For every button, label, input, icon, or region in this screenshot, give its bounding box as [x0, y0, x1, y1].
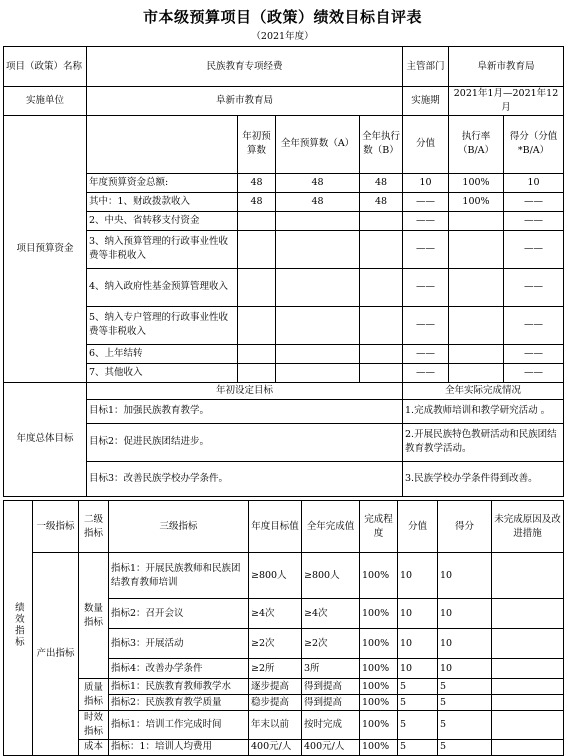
indicator-score-value: 5 — [398, 679, 438, 695]
indicator-degree: 100% — [360, 739, 398, 755]
budget-annual: 48 — [276, 192, 360, 211]
level2-label: 质量指标 — [79, 679, 109, 711]
indicator-target: 逐步提高 — [249, 679, 302, 695]
indicator-reason — [492, 599, 564, 629]
goals-actual-header: 全年实际完成情况 — [403, 382, 564, 399]
goal-row — [4, 399, 564, 423]
indicator-score-value: 5 — [398, 695, 438, 711]
indicator-name: 指标1：民族教育教师教学水 — [109, 679, 249, 695]
unit-label: 实施单位 — [4, 87, 87, 116]
indicator-target: ≥4次 — [249, 599, 302, 629]
indicator-actual: ≥2次 — [302, 629, 360, 659]
budget-annual — [276, 268, 360, 306]
header-level2: 二级指标 — [79, 501, 109, 553]
indicator-actual: ≥800人 — [302, 553, 360, 599]
indicator-actual: 400元/人 — [302, 739, 360, 755]
header-executed: 全年执行数（B） — [360, 115, 403, 173]
budget-row-label: 6、上年结转 — [87, 344, 238, 363]
budget-rate — [449, 230, 504, 268]
indicators-section-text: 绩效指标 — [12, 602, 24, 649]
indicator-score: 5 — [438, 711, 492, 740]
dept-label: 主管部门 — [403, 47, 449, 87]
form-year: （2021年度） — [251, 31, 314, 42]
indicator-degree: 100% — [360, 659, 398, 679]
goals-set-header: 年初设定目标 — [87, 382, 403, 399]
indicator-target: ≥2次 — [249, 629, 302, 659]
indicator-row — [4, 739, 564, 755]
header-target: 年度目标值 — [249, 501, 302, 553]
budget-annual — [276, 211, 360, 230]
indicator-target: ≥2所 — [249, 659, 302, 679]
budget-initial — [238, 211, 276, 230]
budget-score: —— — [504, 211, 564, 230]
budget-annual — [276, 230, 360, 268]
goal-set: 目标1：加强民族教育教学。 — [87, 399, 403, 423]
budget-row — [4, 211, 564, 230]
budget-score: —— — [504, 363, 564, 382]
goal-row — [4, 461, 564, 496]
indicator-name: 指标2：召开会议 — [109, 599, 249, 629]
budget-score-value: —— — [403, 211, 449, 230]
budget-initial — [238, 268, 276, 306]
dept-value: 阜新市教育局 — [449, 47, 564, 87]
budget-rate — [449, 344, 504, 363]
budget-executed — [360, 306, 403, 344]
indicator-row — [4, 679, 564, 695]
budget-rate: 100% — [449, 173, 504, 192]
header-score-value: 分值 — [403, 115, 449, 173]
indicator-score: 5 — [438, 679, 492, 695]
header-level3: 三级指标 — [109, 501, 249, 553]
form-title: 市本级预算项目（政策）绩效目标自评表 — [142, 8, 422, 26]
budget-rate — [449, 306, 504, 344]
indicator-score: 10 — [438, 629, 492, 659]
budget-executed: 48 — [360, 173, 403, 192]
indicator-reason — [492, 711, 564, 740]
budget-row — [4, 230, 564, 268]
indicator-score: 10 — [438, 553, 492, 599]
budget-section-label: 项目预算资金 — [4, 115, 87, 382]
indicator-actual: 得到提高 — [302, 695, 360, 711]
header-annual: 全年预算数（A） — [276, 115, 360, 173]
budget-score-value: 10 — [403, 173, 449, 192]
goal-actual: 1.完成教师培训和教学研究活动 。 — [403, 399, 564, 423]
budget-initial — [238, 306, 276, 344]
indicators-section-label — [4, 501, 33, 756]
header-degree: 完成程度 — [360, 501, 398, 553]
indicator-reason — [492, 659, 564, 679]
header-score: 得分 — [438, 501, 492, 553]
indicator-target: ≥800人 — [249, 553, 302, 599]
indicator-name: 指标：1：培训人均费用 — [109, 739, 249, 755]
budget-annual — [276, 344, 360, 363]
budget-initial — [238, 230, 276, 268]
budget-row-label: 2、中央、省转移支付资金 — [87, 211, 238, 230]
budget-score-value: —— — [403, 230, 449, 268]
project-name-value: 民族教育专项经费 — [87, 47, 403, 87]
budget-initial: 48 — [238, 192, 276, 211]
indicator-actual: 3所 — [302, 659, 360, 679]
budget-score: —— — [504, 230, 564, 268]
indicator-name: 指标2：民族教育教学质量 — [109, 695, 249, 711]
indicator-score: 10 — [438, 599, 492, 629]
indicator-target: 稳步提高 — [249, 695, 302, 711]
indicator-reason — [492, 679, 564, 695]
goals-header-row — [4, 382, 564, 399]
indicators-table — [3, 500, 564, 756]
budget-annual — [276, 306, 360, 344]
indicator-actual: 得到提高 — [302, 679, 360, 695]
indicator-score-value: 10 — [398, 629, 438, 659]
goal-set: 目标3：改善民族学校办学条件。 — [87, 461, 403, 496]
budget-row — [4, 306, 564, 344]
budget-goals-table — [3, 46, 564, 497]
indicator-reason — [492, 739, 564, 755]
indicator-name: 指标4：改善办学条件 — [109, 659, 249, 679]
header-score: 得分（分值*B/A） — [504, 115, 564, 173]
level2-label: 时效指标 — [79, 711, 109, 740]
budget-row — [4, 344, 564, 363]
project-name-row — [4, 47, 564, 87]
budget-initial: 48 — [238, 173, 276, 192]
indicator-row — [4, 711, 564, 740]
unit-value: 阜新市教育局 — [87, 87, 403, 116]
budget-row — [4, 268, 564, 306]
budget-score: 10 — [504, 173, 564, 192]
indicator-row — [4, 553, 564, 599]
indicator-degree: 100% — [360, 599, 398, 629]
indicator-score: 10 — [438, 659, 492, 679]
budget-executed — [360, 344, 403, 363]
level1-output: 产出指标 — [33, 553, 79, 756]
budget-rate — [449, 211, 504, 230]
indicator-score-value: 5 — [398, 711, 438, 740]
budget-row-label: 5、纳入专户管理的行政事业性收费等非税收入 — [87, 306, 238, 344]
period-label: 实施期 — [403, 87, 449, 116]
level2-label: 数量指标 — [79, 553, 109, 679]
budget-annual — [276, 363, 360, 382]
indicator-score-value: 10 — [398, 553, 438, 599]
budget-executed — [360, 230, 403, 268]
indicator-actual: ≥4次 — [302, 599, 360, 629]
budget-initial — [238, 363, 276, 382]
indicator-reason — [492, 629, 564, 659]
project-name-label: 项目（政策）名称 — [4, 47, 87, 87]
indicator-name: 指标3：开展活动 — [109, 629, 249, 659]
indicator-name: 指标1：培训工作完成时间 — [109, 711, 249, 740]
budget-row-label: 其中：1、财政拨款收入 — [87, 192, 238, 211]
budget-row — [4, 173, 564, 192]
header-rate: 执行率（B/A） — [449, 115, 504, 173]
indicator-reason — [492, 553, 564, 599]
header-initial: 年初预算数 — [238, 115, 276, 173]
goal-actual: 2.开展民族特色教研活动和民族团结教育教学活动。 — [403, 423, 564, 461]
header-score-value: 分值 — [398, 501, 438, 553]
budget-initial — [238, 344, 276, 363]
unit-row — [4, 87, 564, 116]
period-value: 2021年1月—2021年12月 — [449, 87, 564, 116]
budget-score: —— — [504, 192, 564, 211]
budget-rate — [449, 268, 504, 306]
indicator-score-value: 10 — [398, 659, 438, 679]
indicator-score-value: 10 — [398, 599, 438, 629]
budget-row-label: 3、纳入预算管理的行政事业性收费等非税收入 — [87, 230, 238, 268]
goals-section-label: 年度总体目标 — [4, 382, 87, 496]
budget-row-label: 7、其他收入 — [87, 363, 238, 382]
indicators-header-row — [4, 501, 564, 553]
indicator-degree: 100% — [360, 711, 398, 740]
budget-header-row — [4, 115, 564, 173]
indicator-target: 400元/人 — [249, 739, 302, 755]
indicator-actual: 按时完成 — [302, 711, 360, 740]
level2-label: 成本 — [79, 739, 109, 755]
indicator-degree: 100% — [360, 679, 398, 695]
budget-score-value: —— — [403, 268, 449, 306]
goal-set: 目标2：促进民族团结进步。 — [87, 423, 403, 461]
header-reason: 未完成原因及改进措施 — [492, 501, 564, 553]
budget-score-value: —— — [403, 192, 449, 211]
budget-annual: 48 — [276, 173, 360, 192]
goal-actual: 3.民族学校办学条件得到改善。 — [403, 461, 564, 496]
budget-executed: 48 — [360, 192, 403, 211]
budget-score-value: —— — [403, 363, 449, 382]
budget-score-value: —— — [403, 306, 449, 344]
budget-executed — [360, 268, 403, 306]
budget-header-blank — [87, 115, 238, 173]
indicator-score-value: 5 — [398, 739, 438, 755]
indicator-degree: 100% — [360, 695, 398, 711]
budget-row — [4, 363, 564, 382]
budget-row-label: 年度预算资金总额: — [87, 173, 238, 192]
indicator-target: 年末以前 — [249, 711, 302, 740]
indicator-degree: 100% — [360, 553, 398, 599]
budget-rate: 100% — [449, 192, 504, 211]
budget-row-label: 4、纳入政府性基金预算管理收入 — [87, 268, 238, 306]
budget-score: —— — [504, 268, 564, 306]
budget-rate — [449, 363, 504, 382]
indicator-name: 指标1：开展民族教师和民族团结教育教师培训 — [109, 553, 249, 599]
budget-score: —— — [504, 306, 564, 344]
budget-score-value: —— — [403, 344, 449, 363]
header-level1: 一级指标 — [33, 501, 79, 553]
goal-row — [4, 423, 564, 461]
indicator-reason — [492, 695, 564, 711]
indicator-degree: 100% — [360, 629, 398, 659]
budget-score: —— — [504, 344, 564, 363]
budget-executed — [360, 363, 403, 382]
indicator-score: 5 — [438, 695, 492, 711]
budget-row — [4, 192, 564, 211]
indicator-score: 5 — [438, 739, 492, 755]
header-actual: 全年完成值 — [302, 501, 360, 553]
budget-executed — [360, 211, 403, 230]
